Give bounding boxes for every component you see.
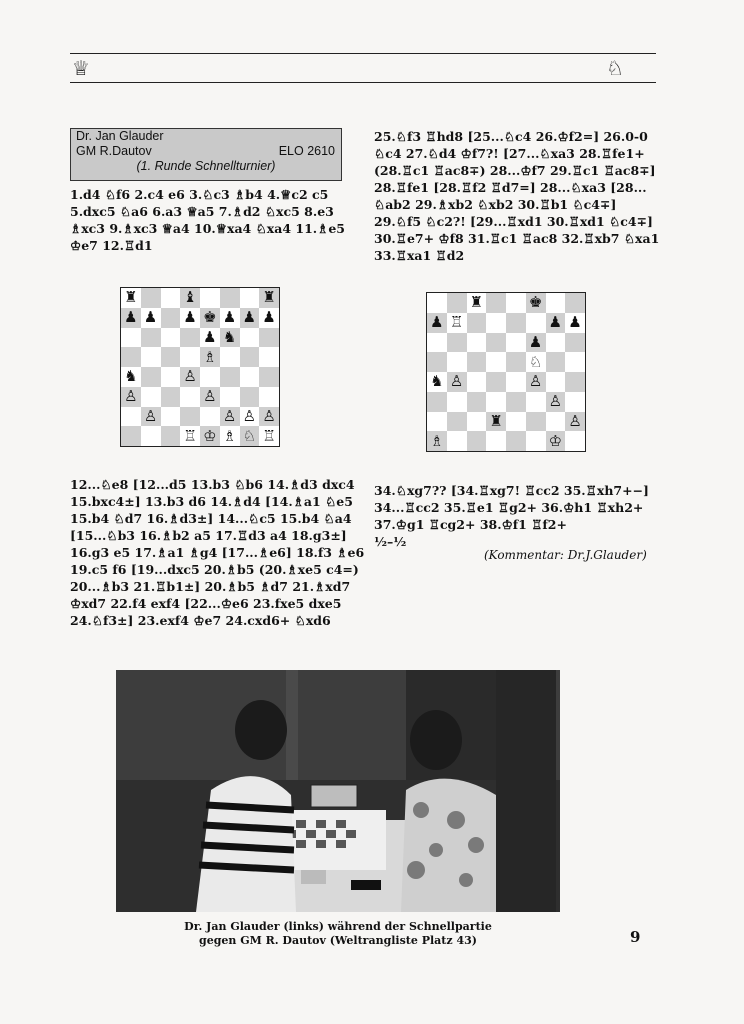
board-square: ♟ [121, 308, 141, 328]
board-square [506, 372, 526, 392]
board-square: ♙ [447, 372, 467, 392]
board-square [427, 412, 447, 432]
board-square: ♖ [262, 426, 276, 445]
board-square [259, 347, 279, 367]
move-line: 19.c5 f6 [19...dxc5 20.♗b5 (20.♗xe5 c4=) [70, 562, 359, 577]
move-line: 20...♗b3 21.♖b1±] 20.♗b5 ♗d7 21.♗xd7 [70, 579, 351, 594]
move-line: 28.♖fe1 [28.♖f2 ♖d7=] 28...♘xa3 [28... [374, 180, 647, 195]
board-square: ♟ [222, 308, 237, 327]
chess-diagram-1 [120, 287, 280, 447]
board-square [526, 412, 546, 432]
white-player: Dr. Jan Glauder [76, 129, 164, 143]
board-square: ♟ [143, 308, 158, 327]
board-square [447, 352, 467, 372]
board-square [467, 313, 487, 333]
board-square: ♜ [124, 288, 138, 307]
photo-illustration [116, 670, 560, 912]
move-line: ♔e7 12.♖d1 [70, 238, 153, 253]
board-square [486, 372, 506, 392]
board-square [526, 431, 546, 451]
board-square [506, 412, 526, 432]
board-square: ♙ [242, 406, 257, 425]
page-number: 9 [630, 928, 641, 946]
board-square: ♟ [568, 313, 582, 332]
board-square [427, 352, 447, 372]
board-square [161, 328, 181, 348]
photo-caption [116, 920, 560, 948]
move-line: 34...♖cc2 35.♖e1 ♖g2+ 36.♔h1 ♖xh2+ [374, 500, 644, 515]
move-line: ♗xc3 9.♗xc3 ♕a4 10.♕xa4 ♘xa4 11.♗e5 [70, 221, 346, 236]
knight-icon: ♘ [606, 56, 624, 80]
board-square [565, 431, 585, 451]
move-line: 33.♖xa1 ♖d2 [374, 248, 465, 263]
board-square: ♟ [262, 308, 276, 327]
board-square [506, 352, 526, 372]
board-square [220, 288, 240, 308]
move-line: 25.♘f3 ♖hd8 [25...♘c4 26.♔f2=] 26.0-0 [374, 129, 648, 144]
board-square [259, 328, 279, 348]
board-square: ♟ [183, 308, 197, 327]
board-square: ♞ [124, 367, 138, 386]
move-line: 15.bxc4±] 13.b3 d6 14.♗d4 [14.♗a1 ♘e5 [70, 494, 353, 509]
moves-column1-part1 [70, 186, 360, 254]
board-square: ♞ [220, 328, 240, 348]
move-line: 34.♘xg7?? [34.♖xg7! ♖cc2 35.♖xh7+−] [374, 483, 649, 498]
board-square [447, 333, 467, 353]
board-square [546, 333, 566, 353]
header-rule-bottom [70, 82, 656, 83]
board-square [141, 347, 161, 367]
board-square: ♟ [427, 313, 447, 333]
board-square [121, 426, 141, 446]
board-square [447, 392, 467, 412]
board-square [180, 387, 200, 407]
board-square [141, 288, 161, 308]
board-square [161, 407, 181, 427]
chess-diagram-2 [426, 292, 586, 452]
board-square: ♖ [183, 426, 197, 445]
board-square: ♙ [200, 387, 220, 407]
board-square: ♟ [546, 313, 566, 333]
board-square: ♗ [200, 347, 220, 367]
board-square [565, 372, 585, 392]
board-square [141, 387, 161, 407]
board-square [447, 431, 467, 451]
move-line: ♘ab2 29.♗xb2 ♘xb2 30.♖b1 ♘c4∓] [374, 197, 617, 212]
board-square [200, 407, 220, 427]
board-square [180, 407, 200, 427]
board-square: ♟ [203, 327, 217, 346]
board-square [141, 328, 161, 348]
board-square [200, 288, 220, 308]
board-square [161, 288, 181, 308]
board-square [121, 347, 141, 367]
board-square: ♘ [240, 426, 260, 446]
board-square [240, 367, 260, 387]
board-square: ♙ [546, 392, 566, 412]
board-square [486, 313, 506, 333]
move-line: 16.g3 e5 17.♗a1 ♗g4 [17...♗e6] 18.f3 ♗e6 [70, 545, 365, 560]
black-player-row [71, 144, 341, 159]
board-square [427, 293, 447, 313]
board-square [161, 367, 181, 387]
board-square: ♜ [486, 412, 506, 432]
board-square: ♗ [427, 431, 447, 451]
board-square [565, 392, 585, 412]
board-square [546, 412, 566, 432]
board-square [506, 392, 526, 412]
board-square [259, 387, 279, 407]
game-info-box [70, 128, 342, 181]
board-square [161, 426, 181, 446]
board-square [467, 372, 487, 392]
board-square [240, 347, 260, 367]
move-line: 1.d4 ♘f6 2.c4 e6 3.♘c3 ♗b4 4.♕c2 c5 [70, 187, 329, 202]
board-square: ♟ [526, 333, 546, 353]
board-square [427, 333, 447, 353]
board-square: ♙ [141, 407, 161, 427]
board-square: ♔ [546, 431, 566, 451]
board-square: ♙ [526, 372, 546, 392]
board-square: ♖ [449, 313, 464, 332]
board-square [467, 392, 487, 412]
move-line: ♘c4 27.♘d4 ♔f7?! [27...♘xa3 28.♖fe1+ [374, 146, 645, 161]
board-square: ♗ [222, 426, 237, 445]
board-square [506, 293, 526, 313]
board-square [240, 288, 260, 308]
board-square [200, 367, 220, 387]
board-square: ♝ [180, 288, 200, 308]
board-square [121, 407, 141, 427]
board-square [180, 328, 200, 348]
board-square [546, 372, 566, 392]
board-square: ♙ [259, 407, 279, 427]
board-square [546, 352, 566, 372]
move-line: 15.b4 ♘d7 16.♗d3±] 14...♘c5 15.b4 ♘a4 [70, 511, 352, 526]
board-square [526, 313, 546, 333]
board-square [161, 387, 181, 407]
board-square: ♔ [200, 426, 220, 446]
board-square [161, 347, 181, 367]
move-line: 24.♘f3±] 23.exf4 ♔e7 24.cxd6+ ♘xd6 [70, 613, 331, 628]
board-square: ♜ [469, 293, 484, 312]
moves-column1-part2 [70, 476, 370, 629]
move-line: [15...♘b3 16.♗b2 a5 17.♖d3 a4 18.g3±] [70, 528, 347, 543]
board-square [486, 293, 506, 313]
board-square [220, 387, 240, 407]
board-square [447, 412, 467, 432]
move-line: 5.dxc5 ♘a6 6.a3 ♕a5 7.♗d2 ♘xc5 8.e3 [70, 204, 334, 219]
board-square [240, 328, 260, 348]
board-square [121, 328, 141, 348]
board-square: ♚ [200, 308, 220, 328]
board-square [447, 293, 467, 313]
board-square: ♞ [430, 372, 444, 391]
queen-icon: ♕ [72, 56, 90, 80]
moves-column2-part1 [374, 128, 664, 264]
board-square [546, 293, 566, 313]
board-square [240, 387, 260, 407]
board-square [467, 412, 487, 432]
moves-column2-part2 [374, 482, 664, 550]
board-square [506, 333, 526, 353]
board-square [486, 431, 506, 451]
move-line: ♔xd7 22.f4 exf4 [22...♔e6 23.fxe5 dxe5 [70, 596, 342, 611]
board-square [259, 367, 279, 387]
board-square [506, 313, 526, 333]
board-square [486, 392, 506, 412]
board-square [467, 431, 487, 451]
board-square [180, 347, 200, 367]
caption-line-2: gegen GM R. Dautov (Weltrangliste Platz 43) [199, 934, 477, 947]
move-line: (28.♖c1 ♖ac8∓) 28...♔f7 29.♖c1 ♖ac8∓] [374, 163, 656, 178]
black-player: GM R.Dautov [76, 144, 152, 158]
board-square [467, 333, 487, 353]
board-square: ♙ [220, 407, 240, 427]
board-square: ♟ [240, 308, 260, 328]
board-square [486, 352, 506, 372]
board-square [220, 347, 240, 367]
board-square [141, 367, 161, 387]
board-square: ♘ [528, 352, 543, 371]
move-line: ½–½ [374, 534, 407, 549]
move-line: 12...♘e8 [12...d5 13.b3 ♘b6 14.♗d3 dxc4 [70, 477, 355, 492]
board-square [427, 392, 447, 412]
move-line: 29.♘f5 ♘c2?! [29...♖xd1 30.♖xd1 ♘c4∓] [374, 214, 653, 229]
board-square [161, 308, 181, 328]
board-square [506, 431, 526, 451]
board-square: ♙ [180, 367, 200, 387]
elo-rating: ELO 2610 [278, 144, 335, 158]
commentary-credit: (Kommentar: Dr.J.Glauder) [484, 548, 647, 562]
header-rule-top [70, 53, 656, 54]
board-square [467, 352, 487, 372]
event-name: (1. Runde Schnellturnier) [136, 159, 276, 173]
board-square [565, 352, 585, 372]
board-square: ♜ [259, 288, 279, 308]
board-square: ♚ [526, 293, 546, 313]
move-line: 30.♖e7+ ♔f8 31.♖c1 ♖ac8 32.♖xb7 ♘xa1 [374, 231, 660, 246]
move-line: 37.♔g1 ♖cg2+ 38.♔f1 ♖f2+ [374, 517, 567, 532]
board-square [565, 333, 585, 353]
board-square [486, 333, 506, 353]
board-square [526, 392, 546, 412]
board-square [220, 367, 240, 387]
board-square [565, 293, 585, 313]
tournament-photo [116, 670, 560, 912]
board-square: ♙ [121, 387, 141, 407]
board-square: ♙ [565, 412, 585, 432]
board-square [141, 426, 161, 446]
caption-line-1: Dr. Jan Glauder (links) während der Schnellpartie [184, 920, 492, 933]
